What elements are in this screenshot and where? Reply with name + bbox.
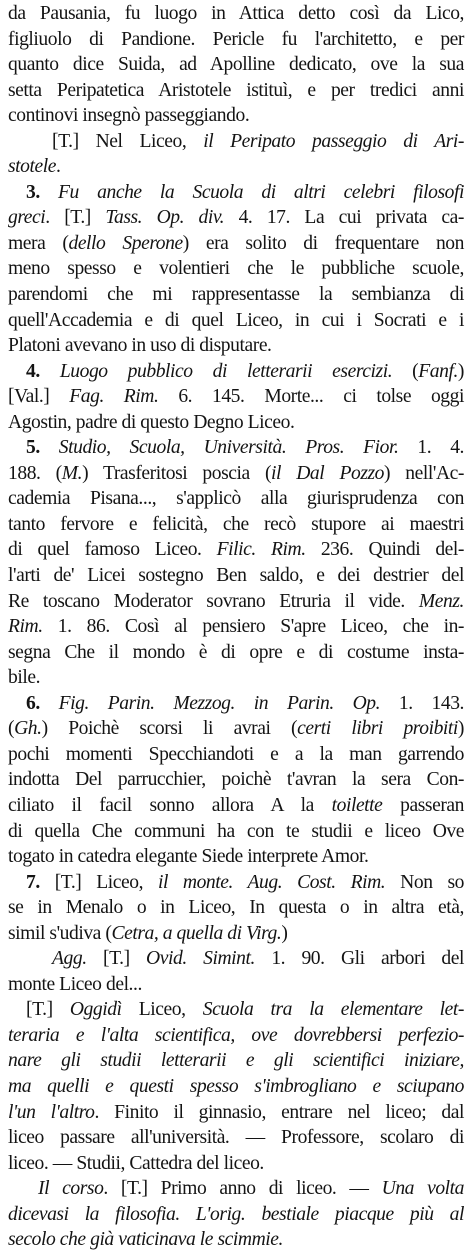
text-line [8,410,464,436]
text-line [8,1,464,27]
text-line [8,742,464,768]
text: segna Che il mondo è di opre e di costume insta- [8,641,464,663]
text-line [8,154,464,180]
text-line [8,895,464,921]
text: liceo. — Studii, Cattedra del liceo. [8,1152,264,1174]
text: Non so [385,871,464,893]
text: 1. 4. [398,437,464,459]
text: . [T.] [45,207,106,229]
text-line [8,1227,464,1253]
text: 236. Quindi del- [305,539,464,561]
text: ciliato il facil sonno allora A la [8,794,332,816]
text-line [8,1151,464,1177]
text-line [8,205,464,231]
text-line [8,435,464,461]
text: [Val.] [8,386,70,408]
text: ( [392,360,419,382]
text: se in Menalo o in Liceo, In questa o in altra età, [8,897,464,919]
text-line [8,972,464,998]
italic-text: Rim. [8,616,43,638]
text: simil s'udiva ( [8,922,112,944]
italic-text: il Dal Pozzo [271,462,385,484]
text-line [8,27,464,53]
text: Liceo, [121,999,203,1021]
sense-number: 5. [26,437,59,459]
italic-text: Cetra, a quella di Virg. [111,922,282,944]
text: [T.] Nel Liceo, [52,130,204,152]
italic-text: Filic. Rim. [216,539,306,561]
text: ) [281,922,288,944]
text: ) nell'Ac- [384,462,464,484]
text: Agostin, padre di questo Degno Liceo. [8,411,295,433]
text: ) era solito di frequentare non [182,232,464,254]
text: . Finito il ginnasio, entrare nel liceo; dal [94,1101,464,1123]
text-line [8,870,464,896]
text-line [8,461,464,487]
text-line [8,1100,464,1126]
italic-text: Luogo pubblico di letterarii esercizi. [59,360,393,382]
text-line [8,921,464,947]
text-line [8,665,464,691]
text-line [8,52,464,78]
italic-text: Il corso [38,1178,104,1200]
italic-text: toilette [331,794,383,816]
text-line [8,282,464,308]
text-line [8,716,464,742]
text: 188. ( [8,462,62,484]
text-line [8,486,464,512]
text-line [8,333,464,359]
text-line [8,103,464,129]
text: indotta Del parrucchier, poichè t'avran la sera Con- [8,769,464,791]
text-line [8,1048,464,1074]
italic-text: il Peripato passeggio di Ari- [203,130,464,152]
text: liceo passare all'università. — Professore, scolaro di [8,1127,464,1149]
text: 1. 86. Così al pensiero S'apre Liceo, che in- [42,616,464,638]
italic-text: Menz. [418,590,464,612]
text: tanto fervore e felicità, che recò stupore ai maestri [8,513,464,535]
text: parendomi che mi rappresentasse la sembianza di [8,284,464,306]
text: ) [457,360,464,382]
sense-number: 7. [26,871,55,893]
sense-number: 3. [26,181,59,203]
text: l'arti de' Licei sostegno Ben saldo, e dei destrier del [8,565,464,587]
italic-text: nare gli studii letterarii e gli scientifici iniziare, [8,1050,464,1072]
italic-text: secolo che già vaticinava le scimmie. [8,1229,283,1251]
italic-text: Scuola tra la elementare let- [202,999,464,1021]
text-line [8,512,464,538]
text: 6. 145. Morte... ci tolse oggi [158,386,464,408]
italic-text: Fag. Rim. [69,386,159,408]
italic-text: l'un l'altro [8,1101,95,1123]
italic-text: dicevasi la filosofia. L'orig. bestiale piacque più al [8,1203,464,1225]
sense-number: 6. [26,692,59,714]
text-line [8,793,464,819]
text-line [8,384,464,410]
italic-text: Agg. [52,948,87,970]
italic-text: teraria e l'alta scientifica, ove dovrebbersi perfezio- [8,1024,464,1046]
text: ) [457,718,464,740]
text: [T.] Liceo, [54,871,158,893]
text-line [8,537,464,563]
text-line [8,767,464,793]
text-line [8,78,464,104]
text: 4. 17. La cui privata ca- [224,207,464,229]
text: ( [8,718,15,740]
italic-text: greci [8,207,46,229]
sense-number: 4. [26,360,60,382]
text-line [8,1176,464,1202]
italic-text: Tass. Op. div. [105,207,225,229]
text: . [56,156,61,178]
text-line [8,997,464,1023]
italic-text: Studio, Scuola, Università. Pros. Fior. [58,437,399,459]
text: ) Poichè scorsi li avrai ( [41,718,298,740]
text: passeran [382,794,464,816]
text: di quel famoso Liceo. [8,539,217,561]
text: meno spesso e volentieri che le pubbliche scuole, [8,258,464,280]
italic-text: certi libri proibiti [297,718,458,740]
text-line [8,256,464,282]
text: pochi momenti Specchiandoti e a la man garrendo [8,743,464,765]
italic-text: il monte. Aug. Cost. Rim. [157,871,386,893]
italic-text: Ovid. Simint. [146,948,255,970]
text-line [8,946,464,972]
text-line [8,1023,464,1049]
text: di quella Che communi ha con te studii e liceo Ove [8,820,464,842]
text: [T.] [26,999,70,1021]
text-line [8,308,464,334]
text: Re toscano Moderator sovrano Etruria il vide. [8,590,419,612]
italic-text: Oggidì [69,999,122,1021]
italic-text: Gh. [14,718,42,740]
text-line [8,563,464,589]
text-line [8,691,464,717]
text: quanto dice Suida, ad Apolline dedicato, ove la sua [8,54,464,76]
text: setta Peripatetica Aristotele istituì, e per tredici anni [8,79,464,101]
italic-text: Una volta [381,1178,465,1200]
italic-text: Fig. Parin. Mezzog. in Parin. Op. [58,692,381,714]
text: mera ( [8,232,69,254]
text: figliuolo di Pandione. Pericle fu l'architetto, e per [8,28,464,50]
text-line [8,819,464,845]
text: 1. 90. Gli arbori del [254,948,465,970]
text: ) Trasferitosi poscia ( [82,462,272,484]
text-line [8,359,464,385]
text-line [8,1125,464,1151]
text: cademia Pisana..., s'applicò alla giurisprudenza con [8,488,464,510]
text: 1. 143. [380,692,465,714]
text-line [8,231,464,257]
text: bile. [8,667,41,689]
text: togato in catedra elegante Siede interprete Amor. [8,846,369,868]
italic-text: Fu anche la Scuola di altri celebri filosofi [58,181,464,203]
text-line [8,640,464,666]
text-line [8,589,464,615]
italic-text: ma quelli e questi spesso s'imbrogliano e sciupano [8,1075,464,1097]
text-line [8,129,464,155]
italic-text: Fanf. [418,360,458,382]
text: quell'Accademia e di quel Liceo, in cui i Socrati e i [8,309,464,331]
text: . [T.] Primo anno di liceo. — [103,1178,382,1200]
text-line [8,1074,464,1100]
text: continovi insegnò passeggiando. [8,105,250,127]
italic-text: dello Sperone [68,232,183,254]
text-line [8,1202,464,1228]
text: monte Liceo del... [8,973,142,995]
italic-text: M. [61,462,83,484]
text: [T.] [86,948,147,970]
text: Platoni avevano in uso di disputare. [8,335,272,357]
text-line [8,180,464,206]
text-line [8,844,464,870]
text: da Pausania, fu luogo in Attica detto così da Lico, [8,3,464,24]
text-line [8,614,464,640]
italic-text: stotele [8,156,56,178]
